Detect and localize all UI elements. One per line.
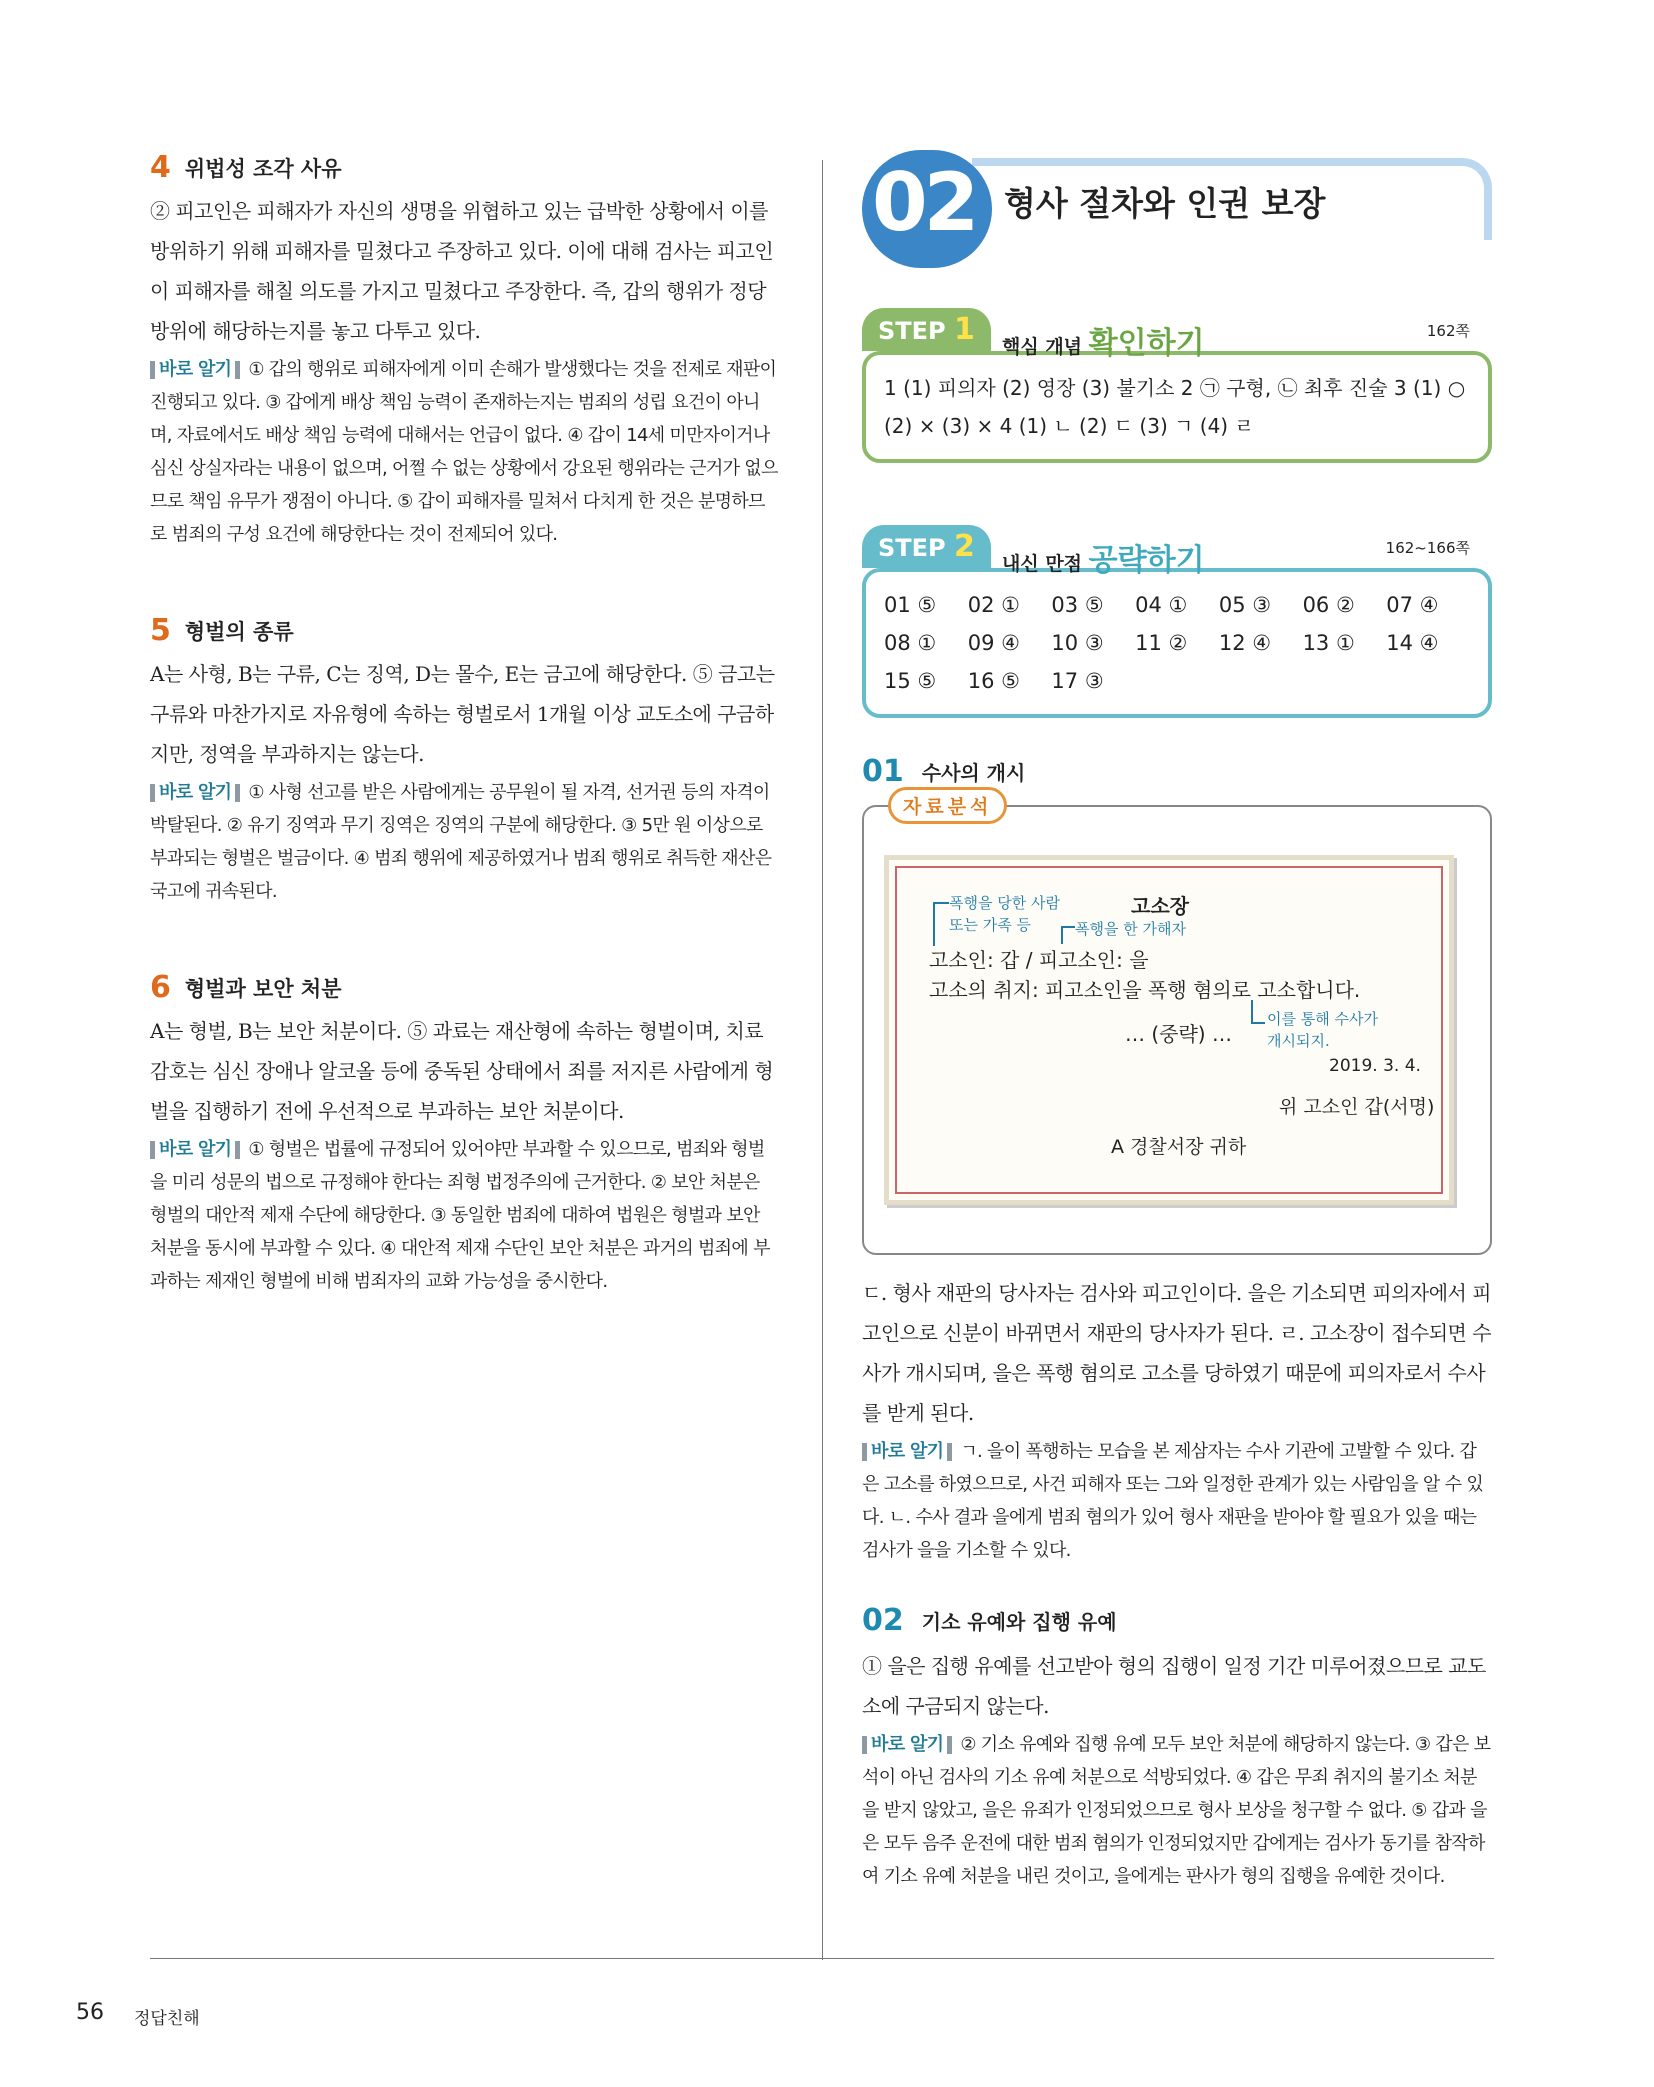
correction-note (150, 1133, 780, 1298)
correction-text: ① 형벌은 법률에 규정되어 있어야만 부과할 수 있으므로, 범죄와 형벌을 미리 성문의 법으로 규정해야 한다는 죄형 법정주의에 근거한다. ② 보안 처분은 형벌의 대안적 제재 수단에 해당한다. ③ 동일한 범죄에 대하여 법원은 형벌과 보안 처분을 동시에 부과할 수 있다. ④ 대안적 제재 수단인 보안 처분은 과거의 범죄에 부과하는 제재인 형벌에 비해 범죄자의 교화 가능성을 중시한다. (150, 1139, 770, 1292)
step-label-small: 내신 만점 (1002, 553, 1083, 575)
section-5 (150, 613, 780, 908)
column-divider (822, 160, 823, 1960)
answer-item: 14 ④ (1386, 631, 1439, 655)
answer-item: 05 ③ (1218, 593, 1272, 617)
step2-tab (862, 525, 991, 568)
footer-rule (150, 1958, 1494, 1959)
correction-note (150, 353, 780, 551)
section-6 (150, 970, 780, 1298)
answer-item: 15 ⑤ (884, 669, 937, 693)
correction-label: 바로 알기 (862, 1443, 952, 1461)
answer-item: 16 ⑤ (967, 669, 1020, 693)
section-number: 4 (150, 150, 171, 185)
chapter-title: 형사 절차와 인권 보장 (1004, 184, 1326, 223)
section-body: ② 피고인은 피해자가 자신의 생명을 위협하고 있는 급박한 상황에서 이를 방위하기 위해 피해자를 밀쳤다고 주장하고 있다. 이에 대해 검사는 피고인이 피해자를 해칠 의도를 가지고 밀쳤다고 주장한다. 즉, 갑의 행위가 정당방위에 해당하는지를 놓고 다투고 있다. (150, 199, 774, 343)
step1-tab (862, 308, 991, 351)
step2-page-ref: 162~166쪽 (1385, 539, 1470, 557)
answer-grid (884, 586, 1470, 700)
correction-label: 바로 알기 (150, 1141, 240, 1159)
question-title: 수사의 개시 (921, 761, 1026, 785)
left-column (150, 150, 780, 1360)
answer-item: 11 ② (1135, 631, 1188, 655)
document-signature: 위 고소인 갑(서명) (1279, 1096, 1435, 1118)
document-heading: 고소장 (1131, 894, 1189, 918)
section-number: 6 (150, 970, 171, 1005)
section-title: 형벌과 보안 처분 (184, 976, 342, 1001)
step-label-big: 공략하기 (1088, 543, 1205, 578)
footer-label: 정답친해 (134, 2009, 200, 2029)
answer-item: 02 ① (967, 593, 1020, 617)
answer-item: 03 ⑤ (1051, 593, 1104, 617)
answer-item: 12 ④ (1218, 631, 1272, 655)
step-number: 1 (954, 312, 975, 347)
document-parties: 고소인: 갑 / 피고소인: 을 (929, 948, 1149, 972)
document-purpose: 고소의 취지: 피고소인을 폭행 혐의로 고소합니다. (929, 978, 1361, 1002)
section-number: 5 (150, 613, 171, 648)
correction-label: 바로 알기 (150, 361, 240, 379)
step2-label (1002, 535, 1205, 579)
annotation-bracket (1251, 1000, 1265, 1024)
document-omitted: … (중략) … (1125, 1022, 1232, 1046)
step1-page-ref: 162쪽 (1426, 322, 1470, 340)
answer-item: 13 ① (1302, 631, 1355, 655)
section-title: 위법성 조각 사유 (184, 156, 342, 181)
annotation-bracket (1061, 926, 1075, 944)
right-column (862, 150, 1492, 1893)
answer-item: 07 ④ (1386, 593, 1439, 617)
question-number: 02 (862, 1603, 904, 1638)
document-date: 2019. 3. 4. (1329, 1056, 1421, 1076)
annotation-investigation: 이를 통해 수사가 (1267, 1010, 1378, 1028)
answer-item: 01 ⑤ (884, 593, 937, 617)
correction-label: 바로 알기 (150, 784, 240, 802)
section-body: A는 사형, B는 구류, C는 징역, D는 몰수, E는 금고에 해당한다. ⑤ 금고는 구류와 마찬가지로 자유형에 속하는 형벌로서 1개월 이상 교도소에 구금하지만, 정역을 부과하지는 않는다. (150, 662, 775, 766)
question-title: 기소 유예와 집행 유예 (921, 1610, 1117, 1634)
answer-item: 10 ③ (1051, 631, 1104, 655)
annotation-bracket (933, 902, 949, 946)
answer-item: 04 ① (1135, 593, 1188, 617)
q02-header (862, 1603, 1492, 1638)
step1-line: (2) × (3) × 4 (1) ㄴ (2) ㄷ (3) ㄱ (4) ㄹ (884, 414, 1254, 438)
step1-panel (862, 308, 1492, 463)
correction-text: ① 사형 선고를 받은 사람에게는 공무원이 될 자격, 선거권 등의 자격이 박탈된다. ② 유기 징역과 무기 징역은 징역의 구분에 해당한다. ③ 5만 원 이상으로 부과되는 형벌은 벌금이다. ④ 범죄 행위에 제공하였거나 범죄 행위로 취득한 재산은 국고에 귀속된다. (150, 782, 772, 902)
section-4 (150, 150, 780, 551)
question-number: 01 (862, 754, 904, 789)
q01-header (862, 754, 1492, 789)
document-addressee: A 경찰서장 귀하 (1111, 1136, 1247, 1158)
step-word: STEP (878, 534, 946, 562)
step1-answers (862, 351, 1492, 463)
answer-item: 08 ① (884, 631, 937, 655)
correction-note (862, 1728, 1492, 1893)
answer-item: 06 ② (1302, 593, 1355, 617)
annotation-investigation: 개시되지. (1267, 1032, 1330, 1050)
step1-label (1002, 318, 1205, 362)
answer-item: 09 ④ (967, 631, 1020, 655)
correction-note (150, 776, 780, 908)
section-title: 형벌의 종류 (184, 619, 294, 644)
data-analysis-tag: 자료분석 (888, 787, 1007, 824)
data-analysis-box (862, 796, 1492, 1255)
step-word: STEP (878, 317, 946, 345)
step1-line: 1 (1) 피의자 (2) 영장 (3) 불기소 2 ㉠ 구형, ㉡ 최후 진술 3 (1) ○ (884, 376, 1466, 400)
correction-text: ① 갑의 행위로 피해자에게 이미 손해가 발생했다는 것을 전제로 재판이 진행되고 있다. ③ 갑에게 배상 책임 능력이 존재하는지는 범죄의 성립 요건이 아니며, 자료에서도 배상 책임 능력에 대해서는 언급이 없다. ④ 갑이 14세 미만자이거나 심신 상실자라는 내용이 없으며, 어쩔 수 없는 상황에서 강요된 행위라는 근거가 없으므로 책임 유무가 쟁점이 아니다. ⑤ 갑이 피해자를 밀쳐서 다치게 한 것은 분명하므로 범죄의 구성 요건에 해당한다는 것이 전제되어 있다. (150, 359, 778, 545)
step-label-small: 핵심 개념 (1002, 336, 1083, 358)
correction-text: ② 기소 유예와 집행 유예 모두 보안 처분에 해당하지 않는다. ③ 갑은 보석이 아닌 검사의 기소 유예 처분으로 석방되었다. ④ 갑은 무죄 취지의 불기소 처분을 받지 않았고, 을은 유죄가 인정되었으므로 형사 보상을 청구할 수 없다. ⑤ 갑과 을은 모두 음주 운전에 대한 범죄 혐의가 인정되었지만 갑에게는 검사가 동기를 참작하여 기소 유예 처분을 내린 것이고, 을에게는 판사가 형의 집행을 유예한 것이다. (862, 1734, 1491, 1887)
annotation-victim: 폭행을 당한 사람 (949, 894, 1060, 912)
correction-note (862, 1435, 1492, 1567)
correction-text: ㄱ. 을이 폭행하는 모습을 본 제삼자는 수사 기관에 고발할 수 있다. 갑은 고소를 하였으므로, 사건 피해자 또는 그와 일정한 관계가 있는 사람임을 알 수 있다. ㄴ. 수사 결과 을에게 범죄 혐의가 있어 형사 재판을 받아야 할 필요가 있을 때는 검사가 을을 기소할 수 있다. (862, 1441, 1484, 1561)
step-number: 2 (954, 529, 975, 564)
page-number: 56 (76, 2000, 104, 2025)
step2-answers (862, 568, 1492, 718)
annotation-offender: 폭행을 한 가해자 (1075, 920, 1186, 938)
annotation-family: 또는 가족 등 (949, 916, 1031, 934)
chapter-number: 02 (872, 156, 976, 249)
chapter-header (862, 150, 1492, 280)
q02-body: ① 을은 집행 유예를 선고받아 형의 집행이 일정 기간 미루어졌으므로 교도소에 구금되지 않는다. (862, 1654, 1486, 1718)
step-label-big: 확인하기 (1088, 326, 1205, 361)
step2-panel (862, 525, 1492, 718)
section-body: A는 형벌, B는 보안 처분이다. ⑤ 과료는 재산형에 속하는 형벌이며, 치료 감호는 심신 장애나 알코올 등에 중독된 상태에서 죄를 저지른 사람에게 형벌을 집행하기 전에 우선적으로 부과하는 보안 처분이다. (150, 1019, 774, 1123)
correction-label: 바로 알기 (862, 1736, 952, 1754)
complaint-document (884, 855, 1454, 1205)
q01-body: ㄷ. 형사 재판의 당사자는 검사와 피고인이다. 을은 기소되면 피의자에서 피고인으로 신분이 바뀌면서 재판의 당사자가 된다. ㄹ. 고소장이 접수되면 수사가 개시되며, 을은 폭행 혐의로 고소를 당하였기 때문에 피의자로서 수사를 받게 된다. (862, 1281, 1492, 1425)
answer-item: 17 ③ (1051, 669, 1104, 693)
